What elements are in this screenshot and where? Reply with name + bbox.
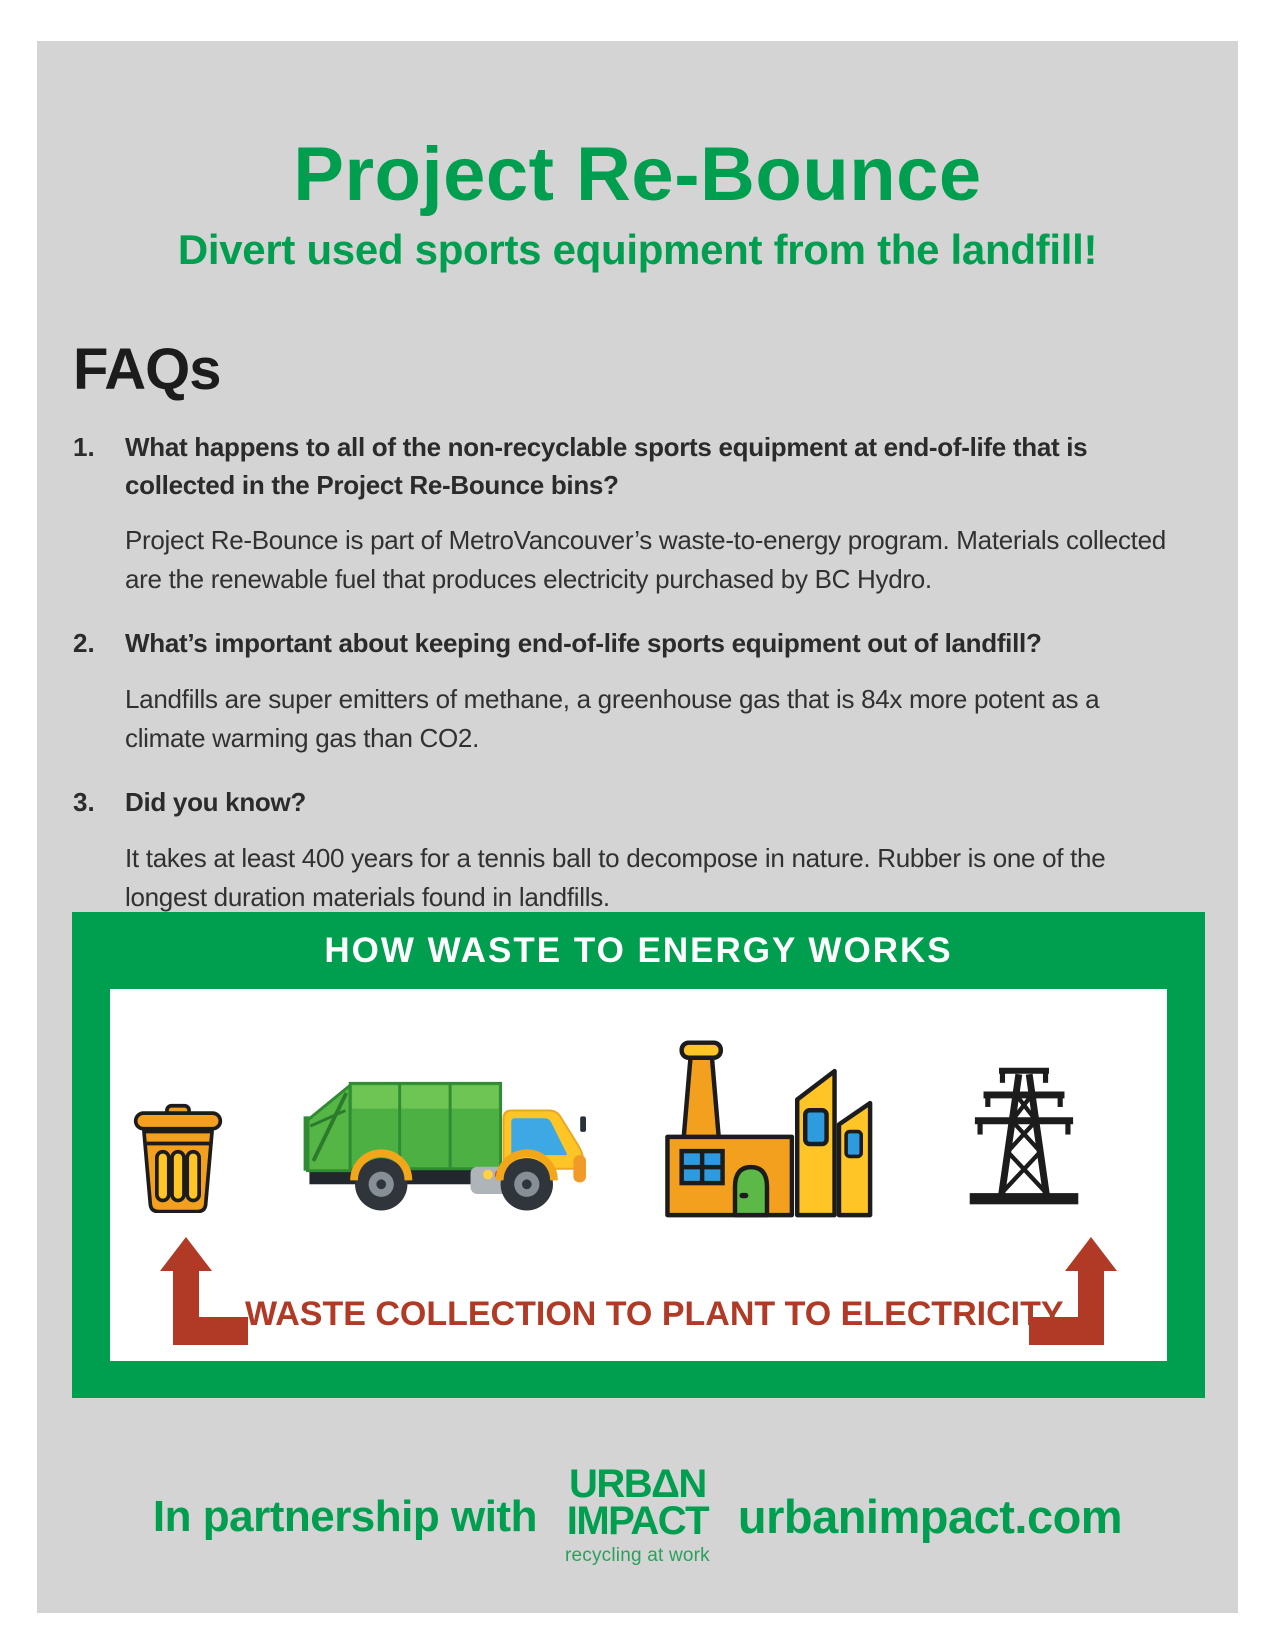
flow-arrow-up-left-icon — [160, 1237, 248, 1345]
faq-item-2 — [73, 625, 1186, 758]
garbage-truck-icon — [290, 1062, 586, 1215]
faq-question: Did you know? — [125, 787, 306, 818]
urban-impact-logo — [564, 1462, 710, 1567]
faq-item-3 — [73, 784, 1186, 917]
faq-number: 2. — [73, 628, 95, 659]
faq-question: What happens to all of the non-recyclable sports equipment at end-of-life that is collected in the Project Re-Bounce bins? — [125, 432, 1088, 500]
infographic-canvas — [110, 989, 1167, 1361]
faq-item-1 — [73, 429, 1186, 599]
faq-answer: It takes at least 400 years for a tennis ball to decompose in nature. Rubber is one of the longest duration materials found in landfills. — [125, 842, 1106, 912]
faq-number: 1. — [73, 432, 95, 462]
faq-texts — [125, 429, 1186, 599]
logo-tagline: recycling at work — [564, 1545, 710, 1567]
faq-answer: Landfills are super emitters of methane, a greenhouse gas that is 84x more potent as a climate warming gas than CO2. — [125, 684, 1100, 754]
waste-to-energy-infographic — [72, 912, 1205, 1398]
faq-number: 3. — [73, 787, 95, 818]
page-title: Project Re-Bounce — [293, 132, 982, 217]
faq-texts — [125, 625, 1186, 758]
faq-heading: FAQs — [73, 337, 221, 402]
faq-texts — [125, 784, 1186, 917]
infographic-caption: WASTE COLLECTION TO PLANT TO ELECTRICITY — [245, 1295, 1064, 1333]
electricity-tower-icon — [968, 1057, 1080, 1205]
infographic-title: HOW WASTE TO ENERGY WORKS — [324, 931, 953, 970]
trash-can-icon — [132, 1103, 224, 1213]
page-subtitle: Divert used sports equipment from the landfill! — [177, 226, 1098, 273]
logo-line-impact: IMPACT — [566, 1499, 709, 1544]
faq-question: What’s important about keeping end-of-life sports equipment out of landfill? — [125, 628, 1042, 659]
website-link[interactable]: urbanimpact.com — [737, 1490, 1123, 1544]
footer — [37, 1462, 1238, 1567]
flyer-background — [37, 41, 1238, 1613]
faq-list — [73, 429, 1186, 917]
waste-to-energy-plant-icon — [655, 1032, 879, 1219]
partnership-text: In partnership with — [152, 1491, 537, 1541]
faq-answer: Project Re-Bounce is part of MetroVancouver’s waste-to-energy program. Materials collected are the renewable fuel that produces electricity purchased by BC Hydro. — [125, 525, 1166, 595]
logo-line-urban: URBΔN — [569, 1462, 706, 1506]
